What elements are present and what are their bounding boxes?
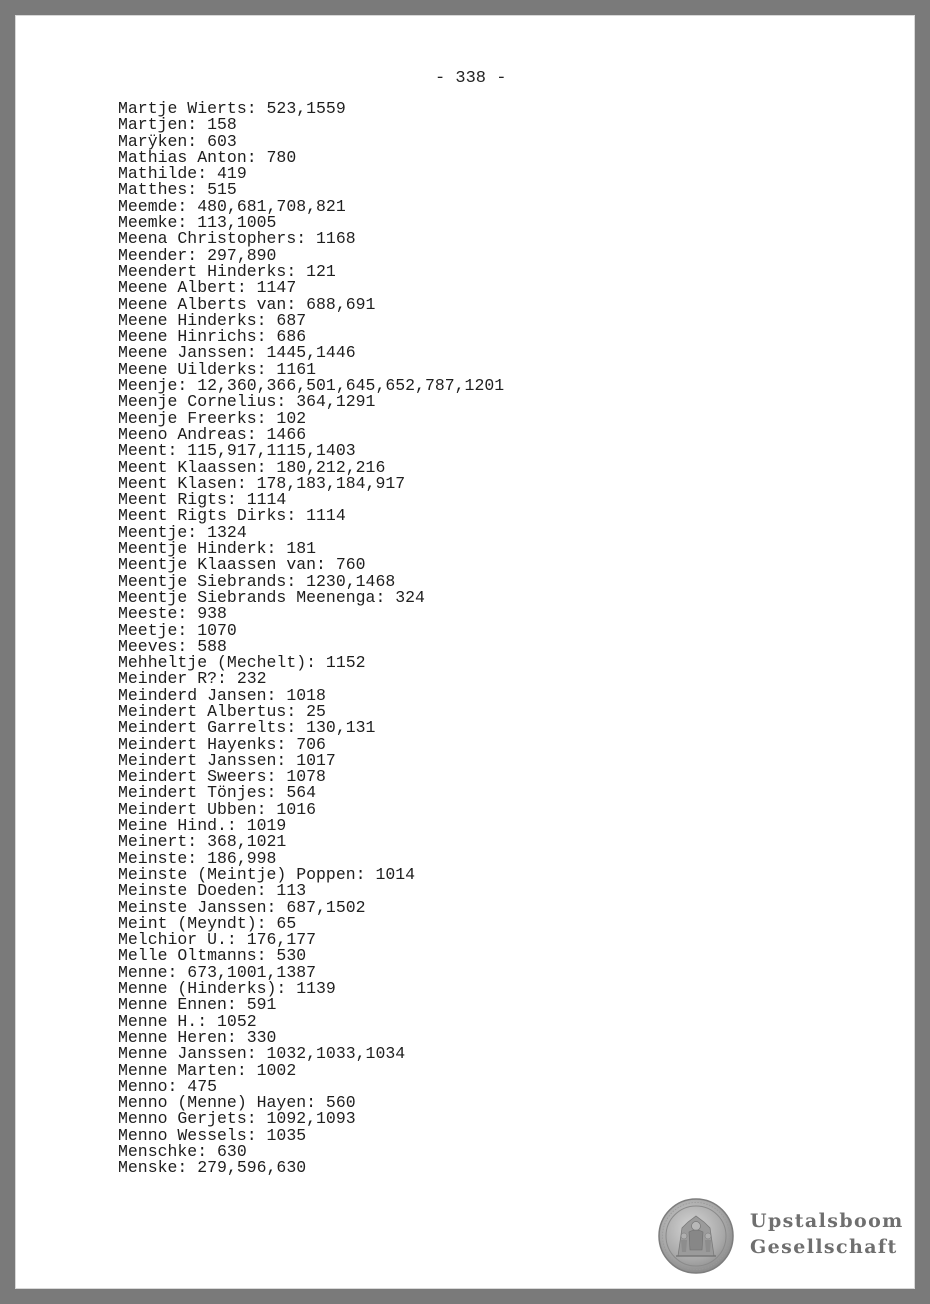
index-entry: Meeno Andreas: 1466 bbox=[118, 424, 307, 444]
index-entry: Melchior U.: 176,177 bbox=[118, 930, 317, 950]
index-entry: Meentje Siebrands: 1230,1468 bbox=[118, 571, 396, 591]
index-entry: Meemke: 113,1005 bbox=[118, 213, 277, 233]
index-entry: Meinert: 368,1021 bbox=[118, 832, 287, 852]
index-entry: Meindert Tönjes: 564 bbox=[118, 783, 317, 803]
index-entry: Menschke: 630 bbox=[118, 1142, 247, 1161]
index-entry: Melle Oltmanns: 530 bbox=[118, 946, 307, 966]
index-entry: Meene Albert: 1147 bbox=[118, 278, 297, 298]
index-entry: Meinste: 186,998 bbox=[118, 848, 277, 868]
index-entry: Meentje Hinderk: 181 bbox=[118, 539, 317, 559]
index-entry: Menne Marten: 1002 bbox=[118, 1060, 297, 1080]
publisher-logo bbox=[658, 1198, 908, 1274]
index-entry: Meendert Hinderks: 121 bbox=[118, 261, 336, 281]
index-entry: Meene Hinrichs: 686 bbox=[118, 327, 307, 347]
index-entry: Menne H.: 1052 bbox=[118, 1011, 257, 1031]
index-entry: Meindert Garrelts: 130,131 bbox=[118, 718, 376, 738]
index-entry: Meeves: 588 bbox=[118, 636, 227, 656]
index-entry: Meene Janssen: 1445,1446 bbox=[118, 343, 356, 363]
index-entry: Meenje: 12,360,366,501,645,652,787,1201 bbox=[118, 376, 505, 396]
index-entry: Meent Klaassen: 180,212,216 bbox=[118, 457, 386, 477]
index-entry: Menne Ennen: 591 bbox=[118, 995, 277, 1015]
document-page bbox=[15, 15, 915, 1289]
index-entry: Menno (Menne) Hayen: 560 bbox=[118, 1093, 356, 1113]
index-entry: Meenje Cornelius: 364,1291 bbox=[118, 392, 376, 412]
index-entry: Mathias Anton: 780 bbox=[118, 147, 297, 167]
index-entry: Meent Klasen: 178,183,184,917 bbox=[118, 473, 406, 493]
index-entry: Meinste Doeden: 113 bbox=[118, 881, 307, 901]
index-entry: Martje Wierts: 523,1559 bbox=[118, 99, 346, 118]
index-entry: Meentje: 1324 bbox=[118, 522, 247, 542]
index-entry: Meentje Siebrands Meenenga: 324 bbox=[118, 587, 425, 607]
index-entry: Meent Rigts Dirks: 1114 bbox=[118, 506, 346, 526]
index-entry: Meindert Janssen: 1017 bbox=[118, 750, 336, 770]
index-entry: Meindert Hayenks: 706 bbox=[118, 734, 326, 754]
index-entry: Menne: 673,1001,1387 bbox=[118, 962, 317, 982]
index-entry: Meender: 297,890 bbox=[118, 245, 277, 265]
index-entry: Meinste (Meintje) Poppen: 1014 bbox=[118, 864, 416, 884]
index-entry: Menske: 279,596,630 bbox=[118, 1158, 307, 1178]
page-number: - 338 - bbox=[435, 69, 507, 88]
seal-icon bbox=[658, 1198, 734, 1274]
logo-line-2: Gesellschaft bbox=[750, 1236, 898, 1258]
index-entry: Menne (Hinderks): 1139 bbox=[118, 979, 336, 999]
index-entry: Mathilde: 419 bbox=[118, 164, 247, 184]
index-entry: Menne Heren: 330 bbox=[118, 1027, 277, 1047]
index-entry: Meene Hinderks: 687 bbox=[118, 310, 307, 330]
index-entry: Menno Gerjets: 1092,1093 bbox=[118, 1109, 356, 1129]
index-entry: Meeste: 938 bbox=[118, 604, 227, 624]
index-entry: Meent Rigts: 1114 bbox=[118, 490, 287, 510]
logo-line-1: Upstalsboom bbox=[750, 1210, 904, 1232]
index-entry: Meindert Ubben: 1016 bbox=[118, 799, 317, 819]
index-entry: Marÿken: 603 bbox=[118, 131, 237, 151]
index-entry: Meindert Albertus: 25 bbox=[118, 701, 326, 721]
index-entry: Meemde: 480,681,708,821 bbox=[118, 196, 346, 216]
index-entry: Matthes: 515 bbox=[118, 180, 237, 200]
name-index-list bbox=[118, 101, 504, 1177]
index-entry: Meent: 115,917,1115,1403 bbox=[118, 441, 356, 461]
index-entry: Meindert Sweers: 1078 bbox=[118, 767, 326, 787]
index-entry: Meene Uilderks: 1161 bbox=[118, 359, 317, 379]
index-entry: Meetje: 1070 bbox=[118, 620, 237, 640]
index-entry: Meentje Klaassen van: 760 bbox=[118, 555, 366, 575]
logo-wordmark bbox=[750, 1208, 904, 1260]
index-entry: Meint (Meyndt): 65 bbox=[118, 913, 297, 933]
index-entry: Meinste Janssen: 687,1502 bbox=[118, 897, 366, 917]
index-entry: Meena Christophers: 1168 bbox=[118, 229, 356, 249]
index-entry: Menne Janssen: 1032,1033,1034 bbox=[118, 1044, 406, 1064]
index-entry: Meenje Freerks: 102 bbox=[118, 408, 307, 428]
index-entry: Meinder R?: 232 bbox=[118, 669, 267, 689]
index-entry: Menno: 475 bbox=[118, 1076, 218, 1096]
index-entry: Mehheltje (Mechelt): 1152 bbox=[118, 653, 366, 673]
index-entry: Meine Hind.: 1019 bbox=[118, 816, 287, 836]
index-entry: Martjen: 158 bbox=[118, 115, 237, 135]
index-entry: Meene Alberts van: 688,691 bbox=[118, 294, 376, 314]
index-entry: Menno Wessels: 1035 bbox=[118, 1125, 307, 1145]
index-entry: Meinderd Jansen: 1018 bbox=[118, 685, 326, 705]
